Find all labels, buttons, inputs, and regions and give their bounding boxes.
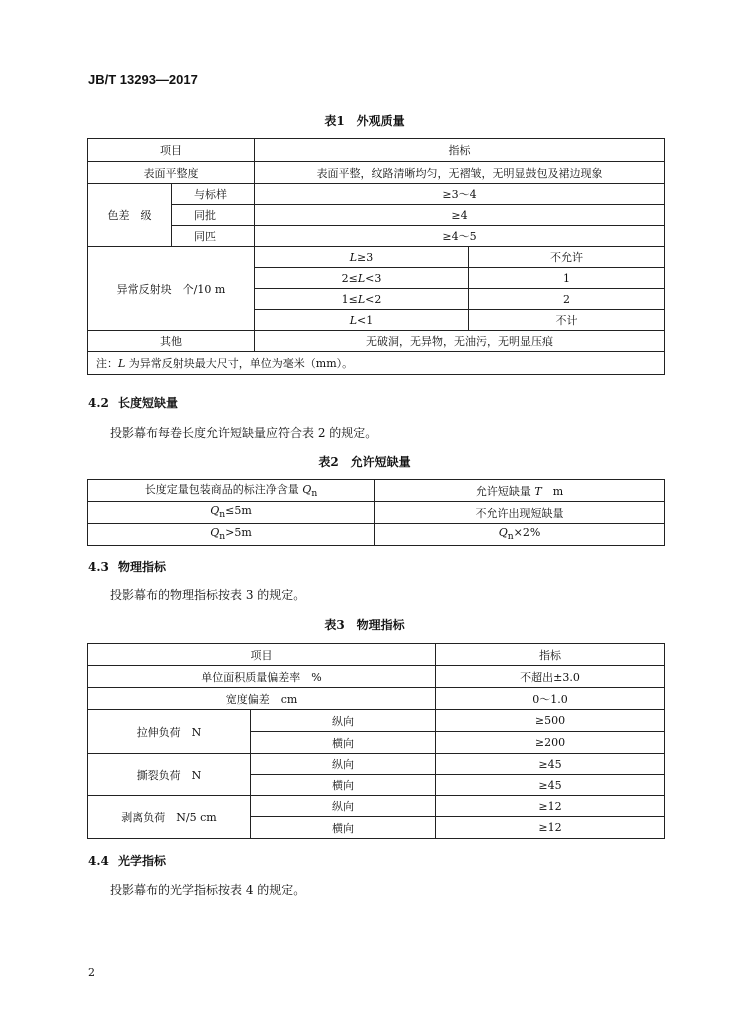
table2-header-row [88, 480, 665, 502]
var-l: L [118, 357, 126, 370]
reflect-condition [255, 247, 469, 268]
section-title: 物理指标 [118, 560, 167, 574]
cond-post: <1 [357, 313, 374, 327]
reflect-value: 不允许 [469, 247, 665, 268]
table-row [88, 247, 665, 268]
reflect-condition [255, 268, 469, 289]
condition-text: ≤5m [225, 504, 252, 518]
direction-label: 纵向 [251, 754, 436, 775]
width-deviation-value: 0～1.0 [436, 688, 665, 710]
section-4-2-text: 投影幕布每卷长度允许短缺量应符合表 2 的规定。 [110, 426, 378, 440]
note-prefix: 注： [96, 357, 118, 370]
table3-caption: 表3 物理指标 [324, 618, 405, 632]
table1-appearance-quality [87, 138, 665, 375]
cond-post: <2 [365, 292, 382, 306]
table-row [88, 524, 665, 546]
cond-pre: 2≤ [341, 271, 358, 285]
reflect-value: 不计 [469, 310, 665, 331]
direction-label: 纵向 [251, 796, 436, 817]
section-4-3-text: 投影幕布的物理指标按表 3 的规定。 [110, 588, 306, 602]
header-unit: m [541, 484, 564, 498]
mass-deviation-label: 单位面积质量偏差率 % [88, 666, 436, 688]
reflect-label: 异常反射块 个/10 m [88, 247, 255, 331]
table-row [88, 796, 665, 817]
tensile-label: 拉伸负荷 N [88, 710, 251, 754]
direction-label: 纵向 [251, 710, 436, 732]
width-deviation-label: 宽度偏差 cm [88, 688, 436, 710]
table-row [88, 754, 665, 775]
table-row [88, 331, 665, 352]
var-q-sub: n [507, 531, 514, 543]
var-q: Q [302, 483, 312, 497]
reflect-value: 2 [469, 289, 665, 310]
table2-allowed-shortage [87, 479, 665, 546]
flatness-label: 表面平整度 [88, 162, 255, 184]
table1-caption: 表1 外观质量 [324, 114, 405, 128]
header-text: 长度定量包装商品的标注净含量 [144, 483, 303, 497]
tear-label: 撕裂负荷 N [88, 754, 251, 796]
var-q-sub: n [219, 531, 226, 543]
section-title: 光学指标 [118, 854, 167, 868]
table-row [88, 688, 665, 710]
section-number: 4.3 [88, 560, 109, 574]
net-content-condition [88, 502, 375, 524]
cond-post: ≥3 [357, 250, 374, 264]
var-q: Q [498, 526, 508, 540]
color-diff-sub-label: 同匹 [172, 226, 255, 247]
table2-caption: 表2 允许短缺量 [318, 455, 411, 469]
table1-col-indicator: 指标 [255, 139, 665, 162]
other-label: 其他 [88, 331, 255, 352]
color-diff-value: ≥4 [255, 205, 665, 226]
color-diff-label: 色差 级 [88, 184, 172, 247]
table-row [88, 184, 665, 205]
direction-label: 横向 [251, 775, 436, 796]
table3-physical-indicators [87, 643, 665, 839]
condition-text: >5m [225, 526, 252, 540]
section-4-3-heading [88, 558, 166, 575]
page-number: 2 [88, 966, 95, 979]
table1-col-item: 项目 [88, 139, 255, 162]
var-q-sub: n [219, 509, 226, 521]
var-l: L [357, 271, 366, 285]
table-row [88, 502, 665, 524]
tear-value: ≥45 [436, 775, 665, 796]
note-text: 为异常反射块最大尺寸，单位为毫米（mm）。 [125, 357, 354, 370]
table2-col-net-content [88, 480, 375, 502]
section-4-4-text: 投影幕布的光学指标按表 4 的规定。 [110, 883, 306, 897]
color-diff-sub-label: 与标样 [172, 184, 255, 205]
direction-label: 横向 [251, 732, 436, 754]
table-row [88, 162, 665, 184]
var-l: L [349, 313, 358, 327]
reflect-condition [255, 310, 469, 331]
table2-col-shortage [375, 480, 665, 502]
table-row [88, 205, 665, 226]
flatness-value: 表面平整，纹路清晰均匀，无褶皱，无明显鼓包及裙边现象 [255, 162, 665, 184]
tear-value: ≥45 [436, 754, 665, 775]
reflect-value: 1 [469, 268, 665, 289]
table3-header-row [88, 644, 665, 666]
table-row [88, 666, 665, 688]
standard-code: JB/T 13293—2017 [88, 72, 198, 87]
reflect-condition [255, 289, 469, 310]
color-diff-value: ≥4～5 [255, 226, 665, 247]
table1-note [88, 352, 665, 375]
mass-deviation-value: 不超出±3.0 [436, 666, 665, 688]
section-title: 长度短缺量 [118, 396, 179, 410]
section-4-4-heading [88, 852, 166, 869]
color-diff-value: ≥3～4 [255, 184, 665, 205]
color-diff-sub-label: 同批 [172, 205, 255, 226]
other-value: 无破洞，无异物，无油污，无明显压痕 [255, 331, 665, 352]
tensile-value: ≥200 [436, 732, 665, 754]
var-q-sub: n [311, 488, 318, 500]
var-q: Q [210, 526, 220, 540]
net-content-condition [88, 524, 375, 546]
section-number: 4.4 [88, 854, 109, 868]
cond-pre: 1≤ [341, 292, 358, 306]
cond-post: <3 [365, 271, 382, 285]
direction-label: 横向 [251, 817, 436, 839]
var-l: L [357, 292, 366, 306]
table3-col-item: 项目 [88, 644, 436, 666]
table3-col-indicator: 指标 [436, 644, 665, 666]
var-t: T [534, 484, 542, 498]
shortage-value: 不允许出现短缺量 [375, 502, 665, 524]
header-text: 允许短缺量 [475, 484, 535, 498]
tensile-value: ≥500 [436, 710, 665, 732]
section-4-2-heading [88, 394, 178, 411]
var-l: L [349, 250, 358, 264]
var-q: Q [210, 504, 220, 518]
peel-value: ≥12 [436, 796, 665, 817]
shortage-value [375, 524, 665, 546]
table1-header-row [88, 139, 665, 162]
table1-note-row [88, 352, 665, 375]
table-row [88, 226, 665, 247]
value-text: ×2% [513, 526, 541, 540]
peel-label: 剥离负荷 N/5 cm [88, 796, 251, 839]
section-number: 4.2 [88, 396, 109, 410]
table-row [88, 710, 665, 732]
peel-value: ≥12 [436, 817, 665, 839]
